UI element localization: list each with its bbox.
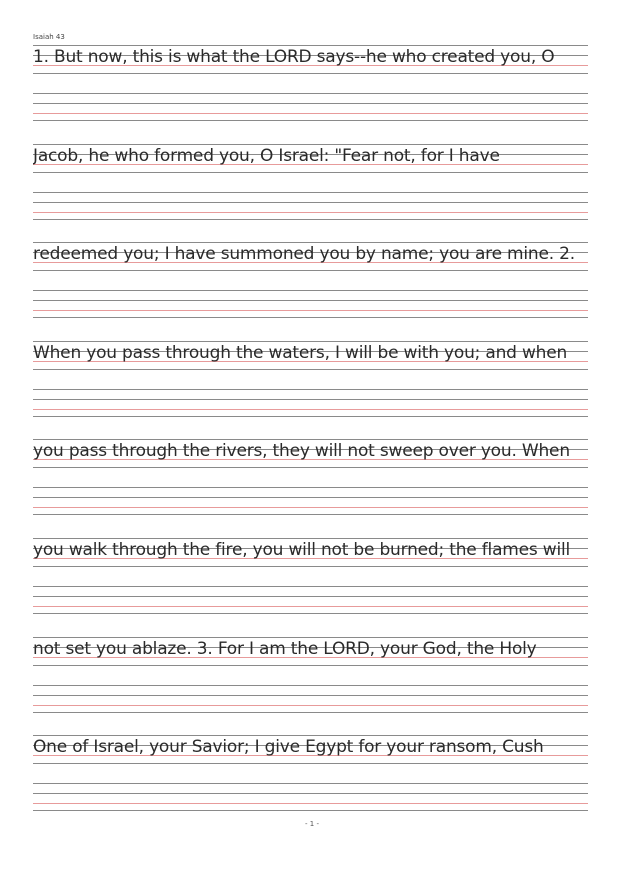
gray-guide-rule — [33, 810, 588, 811]
gray-guide-rule — [33, 487, 588, 488]
gray-guide-rule — [33, 596, 588, 597]
gray-guide-rule — [33, 270, 588, 271]
gray-guide-rule — [33, 586, 588, 587]
gray-guide-rule — [33, 467, 588, 468]
gray-guide-rule — [33, 399, 588, 400]
red-guide-rule — [33, 409, 588, 410]
gray-guide-rule — [33, 735, 588, 736]
gray-guide-rule — [33, 341, 588, 342]
gray-guide-rule — [33, 172, 588, 173]
gray-guide-rule — [33, 45, 588, 46]
red-guide-rule — [33, 507, 588, 508]
page-header: Isaiah 43 — [33, 33, 65, 41]
gray-guide-rule — [33, 763, 588, 764]
gray-guide-rule — [33, 300, 588, 301]
gray-guide-rule — [33, 514, 588, 515]
gray-guide-rule — [33, 202, 588, 203]
gray-guide-rule — [33, 120, 588, 121]
gray-guide-rule — [33, 613, 588, 614]
scripture-line: not set you ablaze. 3. For I am the LORD, your God, the Holy — [33, 638, 537, 659]
gray-guide-rule — [33, 103, 588, 104]
gray-guide-rule — [33, 783, 588, 784]
gray-guide-rule — [33, 93, 588, 94]
scripture-line: redeemed you; I have summoned you by name; you are mine. 2. — [33, 244, 575, 265]
gray-guide-rule — [33, 242, 588, 243]
red-guide-rule — [33, 310, 588, 311]
page-number: - 1 - — [305, 820, 319, 828]
scripture-line: When you pass through the waters, I will be with you; and when — [33, 342, 568, 363]
scripture-line: One of Israel, your Savior; I give Egypt for your ransom, Cush — [33, 737, 544, 758]
gray-guide-rule — [33, 439, 588, 440]
red-guide-rule — [33, 212, 588, 213]
gray-guide-rule — [33, 290, 588, 291]
gray-guide-rule — [33, 73, 588, 74]
gray-guide-rule — [33, 192, 588, 193]
gray-guide-rule — [33, 144, 588, 145]
gray-guide-rule — [33, 497, 588, 498]
gray-guide-rule — [33, 685, 588, 686]
scripture-line: you pass through the rivers, they will not sweep over you. When — [33, 441, 570, 462]
red-guide-rule — [33, 705, 588, 706]
scripture-line: 1. But now, this is what the LORD says--he who created you, O — [33, 47, 555, 67]
gray-guide-rule — [33, 369, 588, 370]
gray-guide-rule — [33, 538, 588, 539]
gray-guide-rule — [33, 416, 588, 417]
gray-guide-rule — [33, 637, 588, 638]
gray-guide-rule — [33, 219, 588, 220]
gray-guide-rule — [33, 389, 588, 390]
gray-guide-rule — [33, 793, 588, 794]
gray-guide-rule — [33, 712, 588, 713]
gray-guide-rule — [33, 695, 588, 696]
scripture-line: you walk through the fire, you will not be burned; the flames will — [33, 540, 571, 560]
gray-guide-rule — [33, 566, 588, 567]
red-guide-rule — [33, 803, 588, 804]
red-guide-rule — [33, 606, 588, 607]
gray-guide-rule — [33, 665, 588, 666]
gray-guide-rule — [33, 317, 588, 318]
scripture-line: Jacob, he who formed you, O Israel: "Fear not, for I have — [33, 145, 500, 166]
red-guide-rule — [33, 113, 588, 114]
